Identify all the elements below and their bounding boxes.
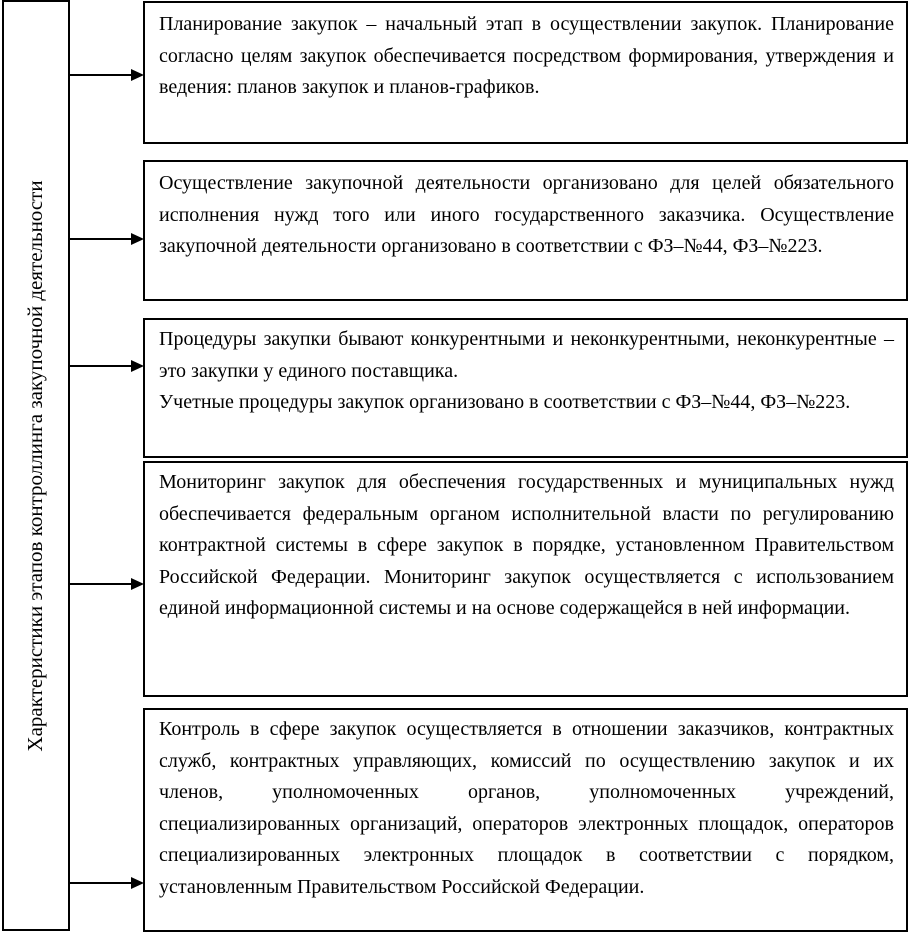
connector-arrow-1 (70, 68, 145, 82)
stage-text: Процедуры закупки бывают конкурентными и неконкурентными, неконкурентные – это закупки у единого поставщика. (159, 328, 894, 382)
stage-text: Учетные процедуры закупок организовано в соответствии с ФЗ–№44, ФЗ–№223. (159, 391, 851, 413)
stage-box-monitoring (143, 461, 908, 697)
sidebar-label: Характеристики этапов контроллинга закупочной деятельности (23, 180, 47, 752)
arrow-right-icon (70, 876, 145, 890)
stage-box-procurement (143, 160, 908, 301)
stage-text: Планирование закупок – начальный этап в осуществлении закупок. Планирование согласно целям закупок обеспечивается посредством формирования, утверждения и ведения: планов закупок и планов-графиков. (159, 13, 894, 98)
stage-text: Контроль в сфере закупок осуществляется в отношении заказчиков, контрактных служб, контрактных управляющих, комиссий по осуществлению закупок и их членов, уполномоченных органов, уполномоченных учреждений, специализированных организаций, операторов электронных площадок, операторов специализированных электронных площадок в соответствии с порядком, установленным Правительством Российской Федерации. (159, 718, 894, 898)
stage-text: Осуществление закупочной деятельности организовано для целей обязательного исполнения нужд того или иного государственного заказчика. Осуществление закупочной деятельности организовано в соответствии с ФЗ–№44, ФЗ–№223. (159, 172, 894, 257)
arrow-right-icon (70, 232, 145, 246)
stage-box-control (143, 708, 908, 932)
connector-arrow-2 (70, 232, 145, 246)
arrow-right-icon (70, 359, 145, 373)
arrow-right-icon (70, 68, 145, 82)
arrow-right-icon (70, 577, 145, 591)
connector-arrow-5 (70, 876, 145, 890)
stage-text: Мониторинг закупок для обеспечения государственных и муниципальных нужд обеспечивается федеральным органом исполнительной власти по регулированию контрактной системы в сфере закупок в порядке, установленном Правительством Российской Федерации. Мониторинг закупок осуществляется с использованием единой информационной системы и на основе содержащейся в ней информации. (159, 471, 894, 619)
connector-arrow-3 (70, 359, 145, 373)
connector-arrow-4 (70, 577, 145, 591)
stage-box-procedures (143, 318, 908, 458)
stage-box-planning (143, 1, 908, 144)
